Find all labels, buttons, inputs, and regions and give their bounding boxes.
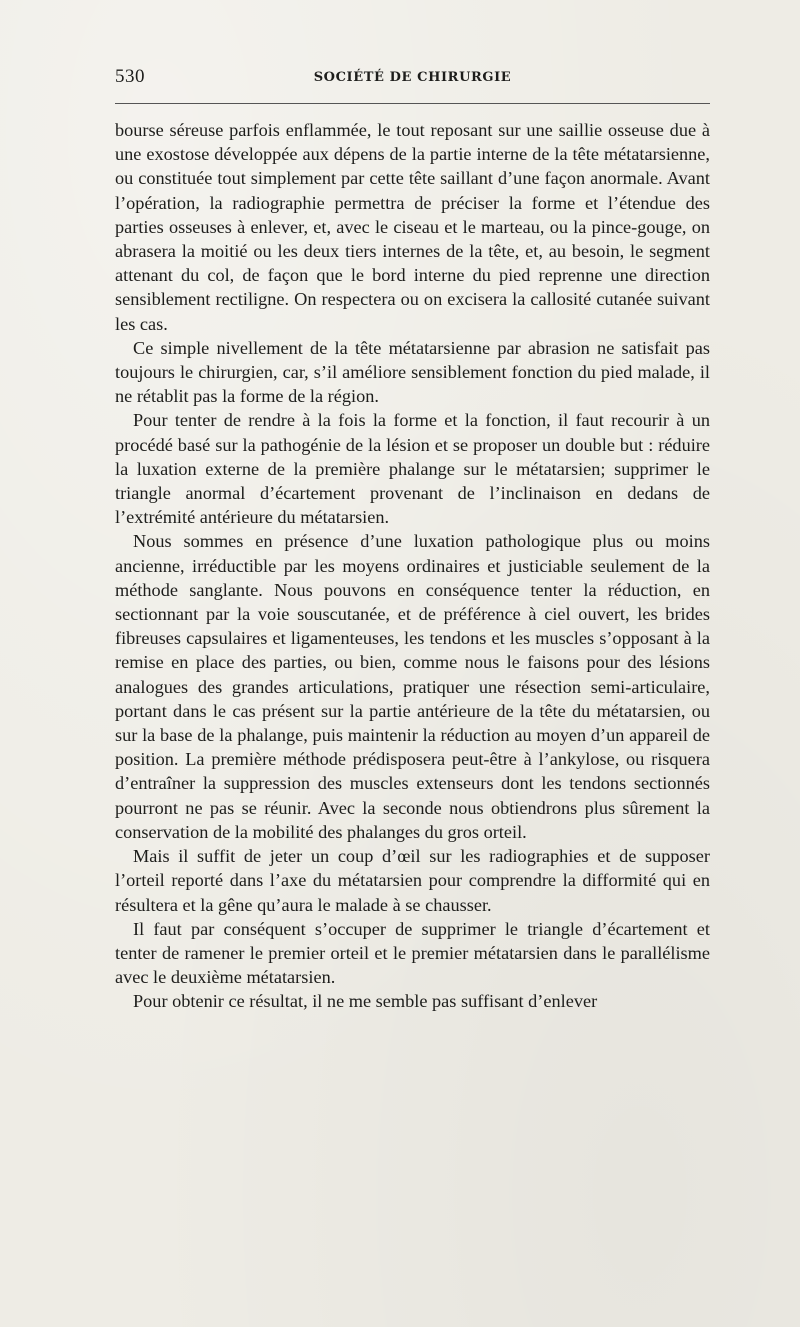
paragraph: Pour obtenir ce résultat, il ne me semble pas suffisant d’enlever <box>133 991 598 1012</box>
running-title: SOCIÉTÉ DE CHIRURGIE <box>313 70 512 85</box>
header-rule <box>115 103 710 104</box>
paragraph: Pour tenter de rendre à la fois la forme et la fonction, il faut recourir à un procédé basé sur la pathogénie de la lésion et se proposer un double but : réduire la luxation externe de la première phalange sur le métatarsien; supprimer le triangle anormal d’écartement provenant de l’inclinaison en dedans de l’extrémité antérieure du métatarsien. <box>115 410 710 528</box>
paragraph: Ce simple nivellement de la tête métatarsienne par abrasion ne satisfait pas toujours le chirurgien, car, s’il améliore sensiblement fonction du pied malade, il ne rétablit pas la forme de la région. <box>115 337 710 407</box>
paragraph: Il faut par conséquent s’occuper de supprimer le triangle d’écartement et tenter de ramener le premier orteil et le premier métatarsien dans le parallélisme avec le deuxième métatarsien. <box>115 918 710 988</box>
paragraph: bourse séreuse parfois enflammée, le tout reposant sur une saillie osseuse due à une exostose développée aux dépens de la partie interne de la tête métatarsienne, ou constituée tout simplement par cette tête saillant d’une façon anormale. Avant l’opération, la radiographie permettra de préciser la forme et l’étendue des parties osseuses à enlever, et, avec le ciseau et le marteau, ou la pince-gouge, on abrasera la moitié ou les deux tiers internes de la tête, et, au besoin, le segment attenant du col, de façon que le bord interne du pied reprenne une direction sensiblement rectiligne. On respectera ou on excisera la callosité cutanée suivant les cas. <box>115 120 710 334</box>
paragraph: Nous sommes en présence d’une luxation pathologique plus ou moins ancienne, irréductible par les moyens ordinaires et justiciable seulement de la méthode sanglante. Nous pouvons en conséquence tenter la réduction, en sectionnant par la voie souscutanée, et de préférence à ciel ouvert, les brides fibreuses capsulaires et ligamenteuses, les tendons et les muscles s’opposant à la remise en place des parties, ou bien, comme nous le faisons pour des lésions analogues des grandes articulations, pratiquer une résection semi-articulaire, portant dans le cas présent sur la partie antérieure de la tête du métatarsien, ou sur la base de la phalange, puis maintenir la réduction au moyen d’un appareil de position. La première méthode prédisposera peut-être à l’ankylose, ou risquera d’entraîner la suppression des muscles extenseurs dont les tendons sectionnés pourront ne pas se réunir. Avec la seconde nous obtiendrons plus sûrement la conservation de la mobilité des phalanges du gros orteil. <box>115 531 710 842</box>
page-number: 530 <box>115 66 145 87</box>
paragraph: Mais il suffit de jeter un coup d’œil sur les radiographies et de supposer l’orteil reporté dans l’axe du métatarsien pour comprendre la difformité qui en résultera et la gêne qu’aura le malade à se chausser. <box>115 846 710 915</box>
page-header <box>115 66 710 90</box>
body-text <box>115 118 710 1014</box>
